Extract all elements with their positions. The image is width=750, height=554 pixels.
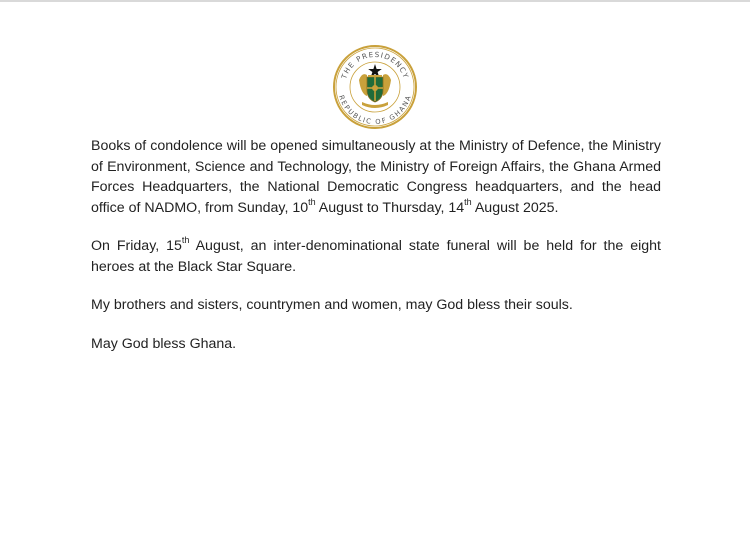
paragraph-state-funeral: On Friday, 15th August, an inter-denominational state funeral will be held for the eight heroes at the Black Star Square. bbox=[91, 235, 661, 275]
condolence-statement bbox=[91, 136, 661, 372]
presidency-seal bbox=[332, 44, 418, 130]
coat-of-arms-icon bbox=[332, 44, 418, 130]
top-border-line bbox=[0, 0, 750, 2]
paragraph-blessing-souls: My brothers and sisters, countrymen and women, may God bless their souls. bbox=[91, 297, 573, 313]
seal-bottom-text: REPUBLIC OF GHANA bbox=[337, 94, 413, 126]
seal-top-text: THE PRESIDENCY bbox=[339, 49, 411, 81]
paragraph-god-bless-ghana: May God bless Ghana. bbox=[91, 335, 237, 352]
paragraph-books-of-condolence: Books of condolence will be opened simultaneously at the Ministry of Defence, the Ministry of Environment, Science and Technology, the Ministry of Foreign Affairs, the Ghana Armed Forces Headquarters, the National Democratic Congress headquarters, and the head office of NADMO, from Sunday, 10th August to Thursday, 14th August 2025. bbox=[91, 138, 661, 216]
coat-of-arms bbox=[359, 64, 391, 108]
